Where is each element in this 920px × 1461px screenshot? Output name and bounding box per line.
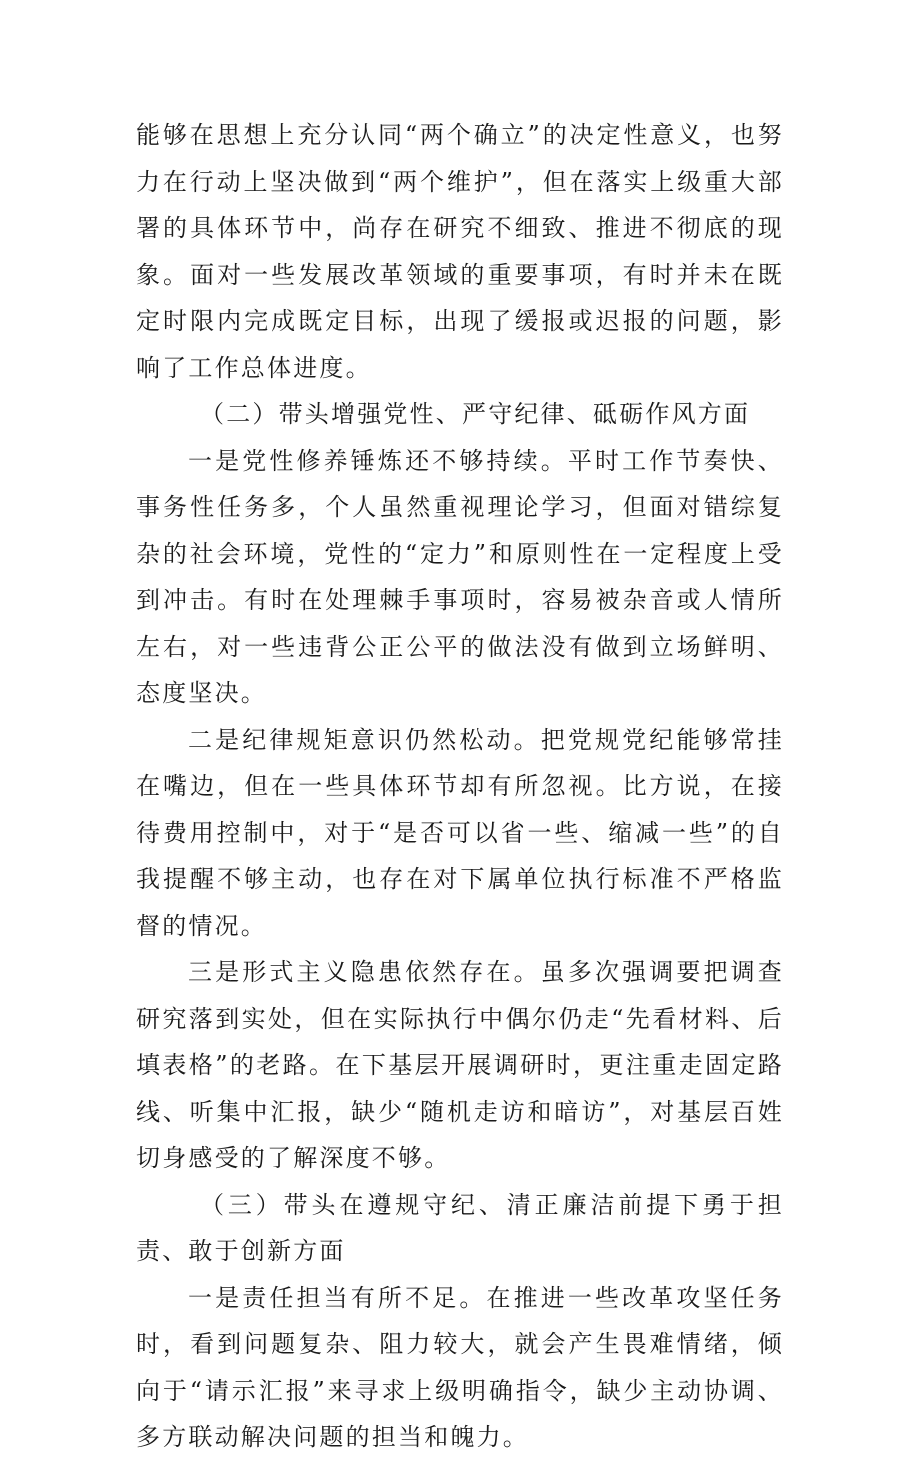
paragraph-responsibility: 一是责任担当有所不足。在推进一些改革攻坚任务时，看到问题复杂、阻力较大，就会产生畏难情绪，倾向于“请示汇报”来寻求上级明确指令，缺少主动协调、多方联动解决问题的担当和魄力。 (136, 1283, 784, 1451)
paragraph-party-spirit: 一是党性修养锤炼还不够持续。平时工作节奏快、事务性任务多，个人虽然重视理论学习，但面对错综复杂的社会环境，党性的“定力”和原则性在一定程度上受到冲击。有时在处理棘手事项时，容易被杂音或人情所左右，对一些违背公正公平的做法没有做到立场鲜明、态度坚决。 (136, 446, 784, 707)
paragraph-discipline: 二是纪律规矩意识仍然松动。把党规党纪能够常挂在嘴边，但在一些具体环节却有所忽视。比方说，在接待费用控制中，对于“是否可以省一些、缩减一些”的自我提醒不够主动，也存在对下属单位执行标准不严格监督的情况。 (136, 725, 784, 940)
section-heading-three: （三）带头在遵规守纪、清正廉洁前提下勇于担责、敢于创新方面 (136, 1190, 784, 1265)
paragraph-formalism: 三是形式主义隐患依然存在。虽多次强调要把调查研究落到实处，但在实际执行中偶尔仍走“先看材料、后填表格”的老路。在下基层开展调研时，更注重走固定路线、听集中汇报，缺少“随机走访和暗访”，对基层百姓切身感受的了解深度不够。 (136, 958, 784, 1172)
section-heading-two: （二）带头增强党性、严守纪律、砥砺作风方面 (200, 400, 751, 428)
paragraph-continued: 能够在思想上充分认同“两个确立”的决定性意义，也努力在行动上坚决做到“两个维护”，但在落实上级重大部署的具体环节中，尚存在研究不细致、推进不彻底的现象。面对一些发展改革领域的重要事项，有时并未在既定时限内完成既定目标，出现了缓报或迟报的问题，影响了工作总体进度。 (136, 121, 784, 382)
document-body (136, 112, 784, 1461)
